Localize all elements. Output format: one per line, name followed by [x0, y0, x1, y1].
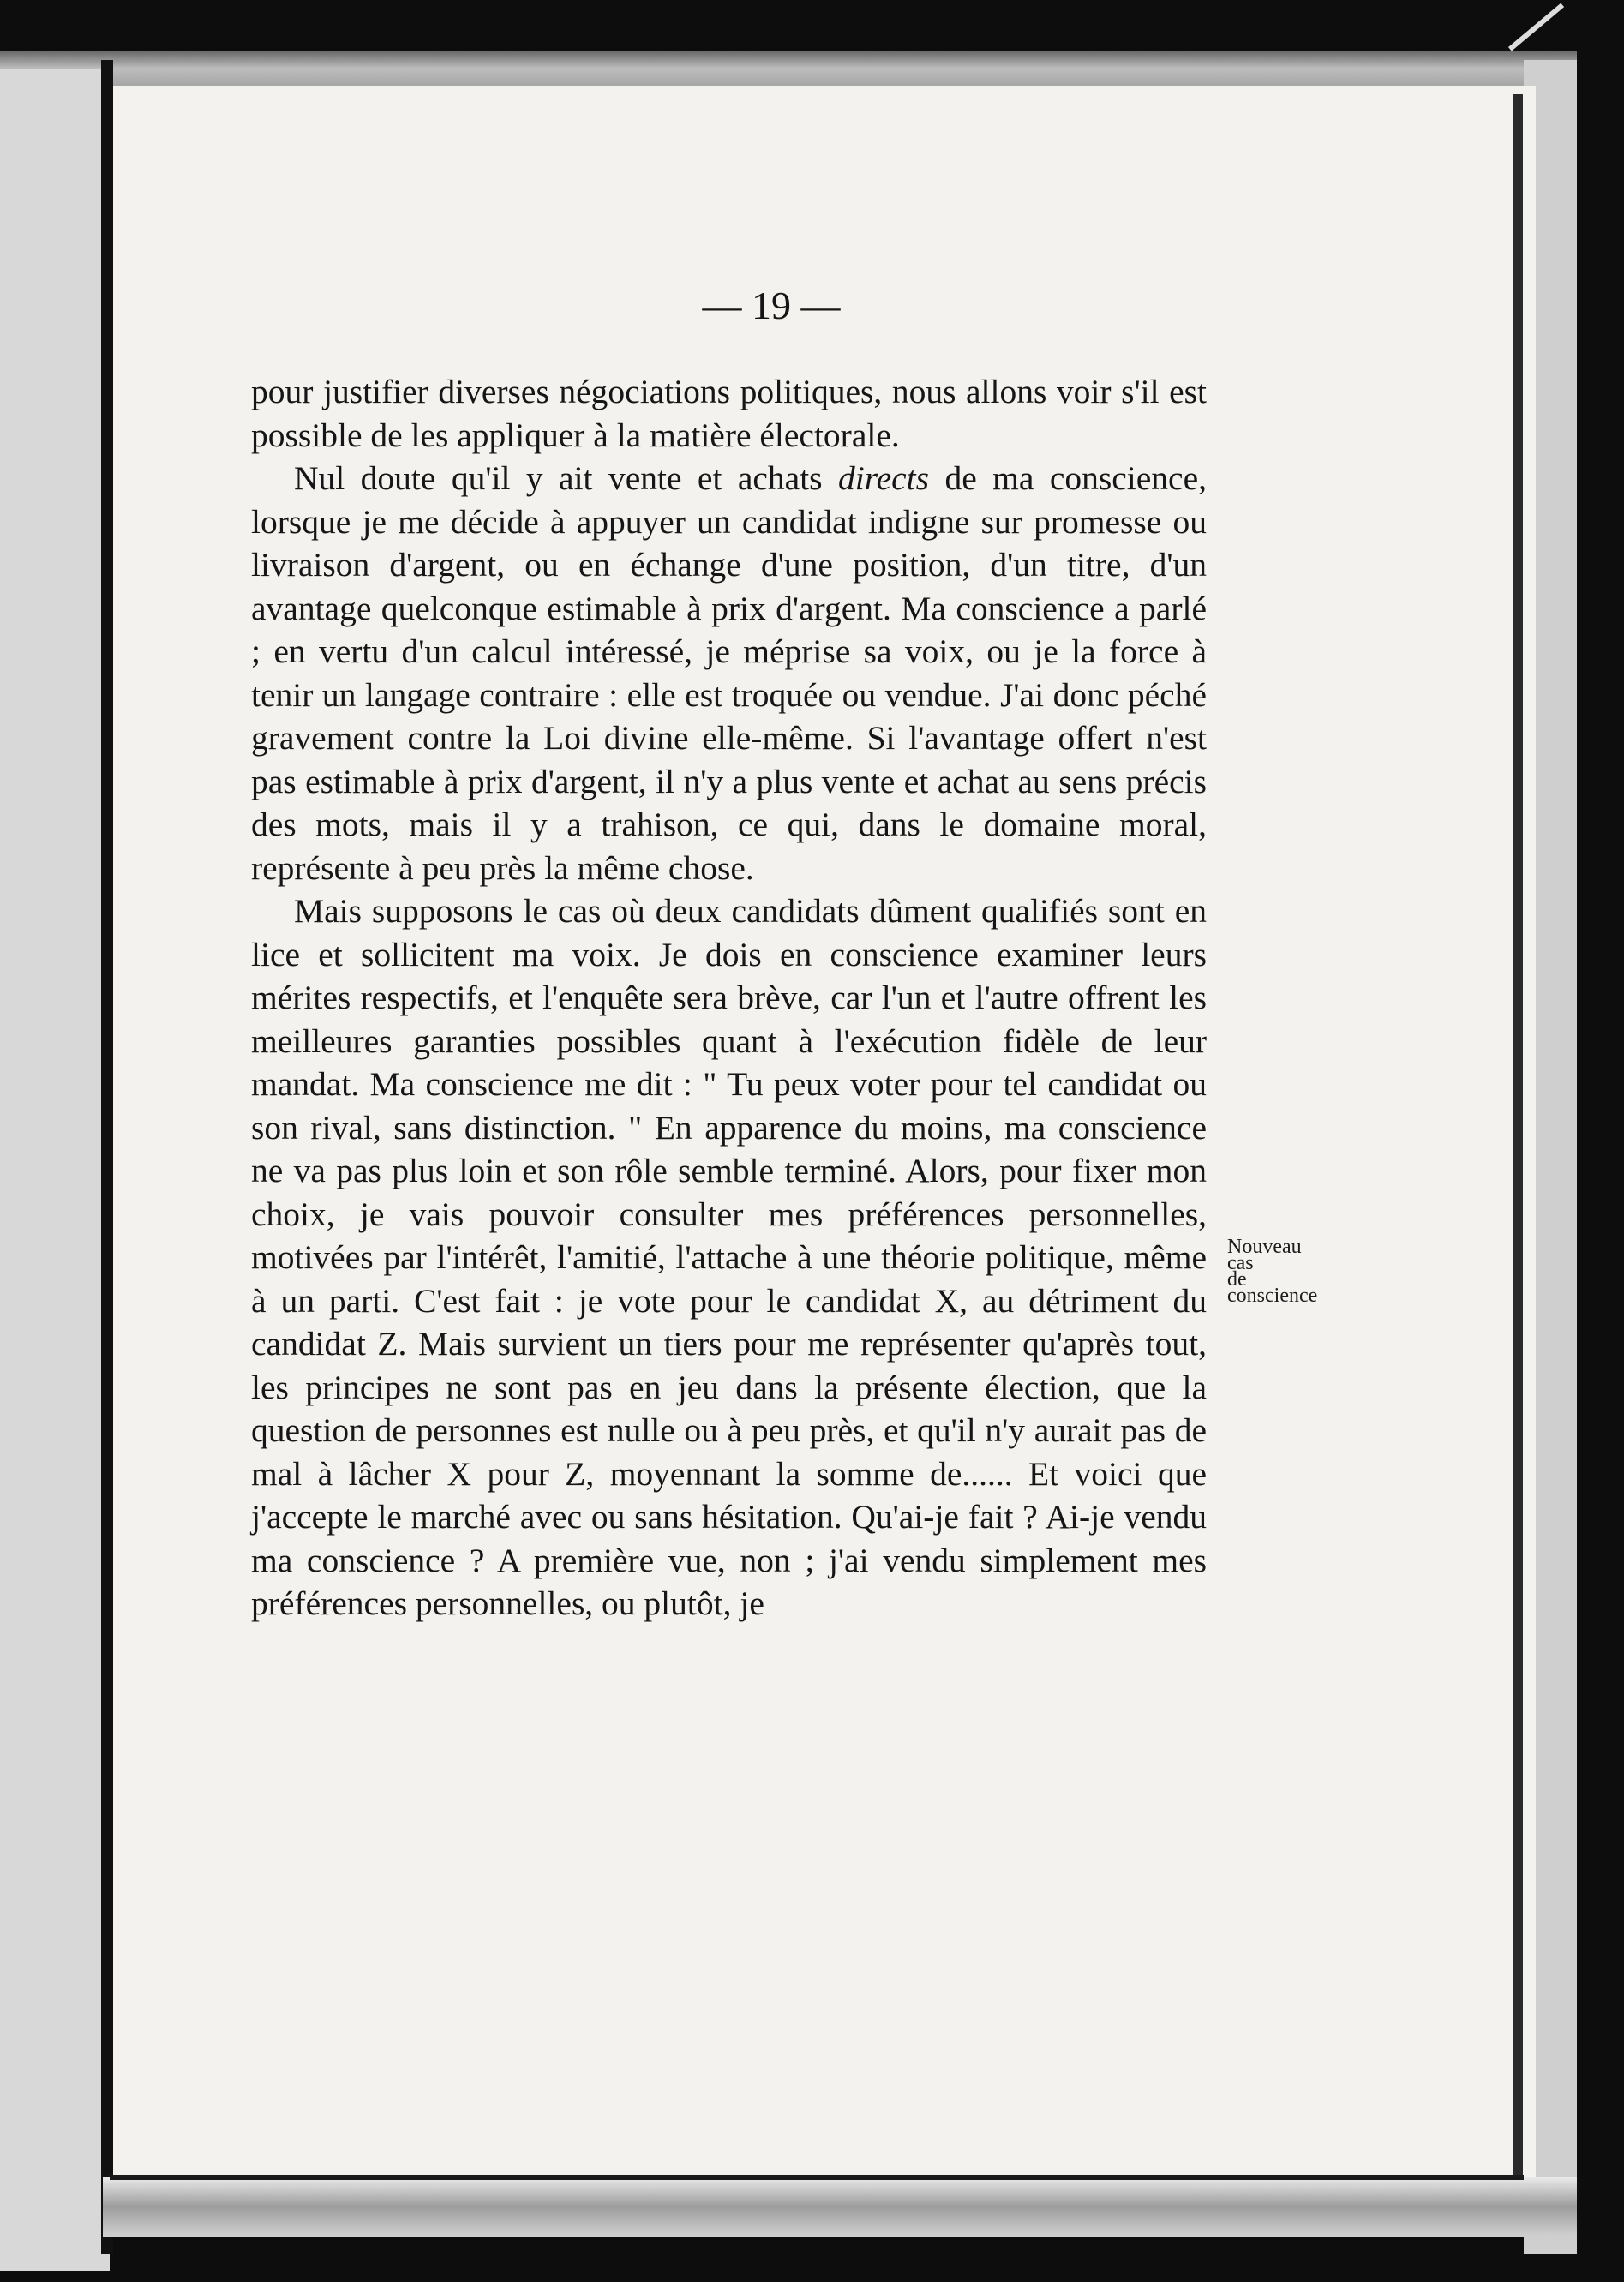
left-border-rule: [101, 60, 113, 2254]
body-text: [251, 370, 1207, 1626]
paragraph-2-emphasis: directs: [837, 459, 930, 497]
page-number: — 19 —: [702, 284, 841, 327]
paragraph-3-text: Mais supposons le cas où deux candidats dûment qualifiés sont en lice et sollicitent ma voix. Je dois en conscience examiner leurs mérites respectifs, et l'enquête sera brève, car l'un et l'autre offrent les meilleures garanties possibles quant à l'exécution fidèle de leur mandat. Ma conscience me dit : " Tu peux voter pour tel candidat ou son rival, sans distinction. " En apparence du moins, ma conscience ne va pas plus loin et son rôle semble terminé. Alors, pour fixer mon choix, je vais pouvoir consulter mes préférences personnelles, motivées par l'intérêt, l'amitié, l'attache à une théorie politique, même à un parti. C'est fait : je vote pour le candidat X, au détriment du candidat Z. Mais survient un tiers pour me représenter qu'après tout, les principes ne sont pas en jeu dans la présente élection, que la question de personnes est nulle ou à peu près, et qu'il n'y aurait pas de mal à lâcher X pour Z, moyennant la somme de...... Et voici que j'accepte le marché avec ou sans hésitation. Qu'ai-je fait ? Ai-je vendu ma conscience ? A première vue, non ; j'ai vendu simplement mes préférences personnelles, ou plutôt, je: [251, 892, 1207, 1622]
bottom-binding-strip: [103, 2177, 1577, 2237]
paragraph-3: [251, 889, 1207, 1626]
bottom-border-rule: [110, 2175, 1524, 2180]
marginal-note-line-4: conscience: [1227, 1285, 1318, 1307]
left-page-edge: [0, 69, 110, 2271]
paragraph-2: [251, 457, 1207, 889]
paragraph-2-text-start: Nul doute qu'il y ait vente et achats: [294, 459, 838, 497]
marginal-note-line-1: Nouveau: [1227, 1236, 1302, 1258]
marginal-note: [1227, 1236, 1381, 1307]
marginal-note-line-2: cas: [1227, 1252, 1254, 1274]
paragraph-1-text: pour justifier diverses négociations politiques, nous allons voir s'il est possible de les appliquer à la matière électorale.: [251, 373, 1207, 454]
paragraph-1: [251, 370, 1207, 457]
paragraph-2-text-end: de ma conscience, lorsque je me décide à appuyer un candidat indigne sur promesse ou livraison d'argent, ou en échange d'une position, d'un titre, d'un avantage quelconque estimable à prix d'argent. Ma conscience a parlé ; en vertu d'un calcul intéressé, je méprise sa voix, ou je la force à tenir un langage contraire : elle est troquée ou vendue. J'ai donc péché gravement contre la Loi divine elle-même. Si l'avantage offert n'est pas estimable à prix d'argent, il n'y a plus vente et achat au sens précis des mots, mais il y a trahison, ce qui, dans le domaine moral, représente à peu près la même chose.: [251, 459, 1207, 887]
marginal-note-line-3: de: [1227, 1268, 1247, 1291]
right-border-rule: [1513, 94, 1523, 2185]
